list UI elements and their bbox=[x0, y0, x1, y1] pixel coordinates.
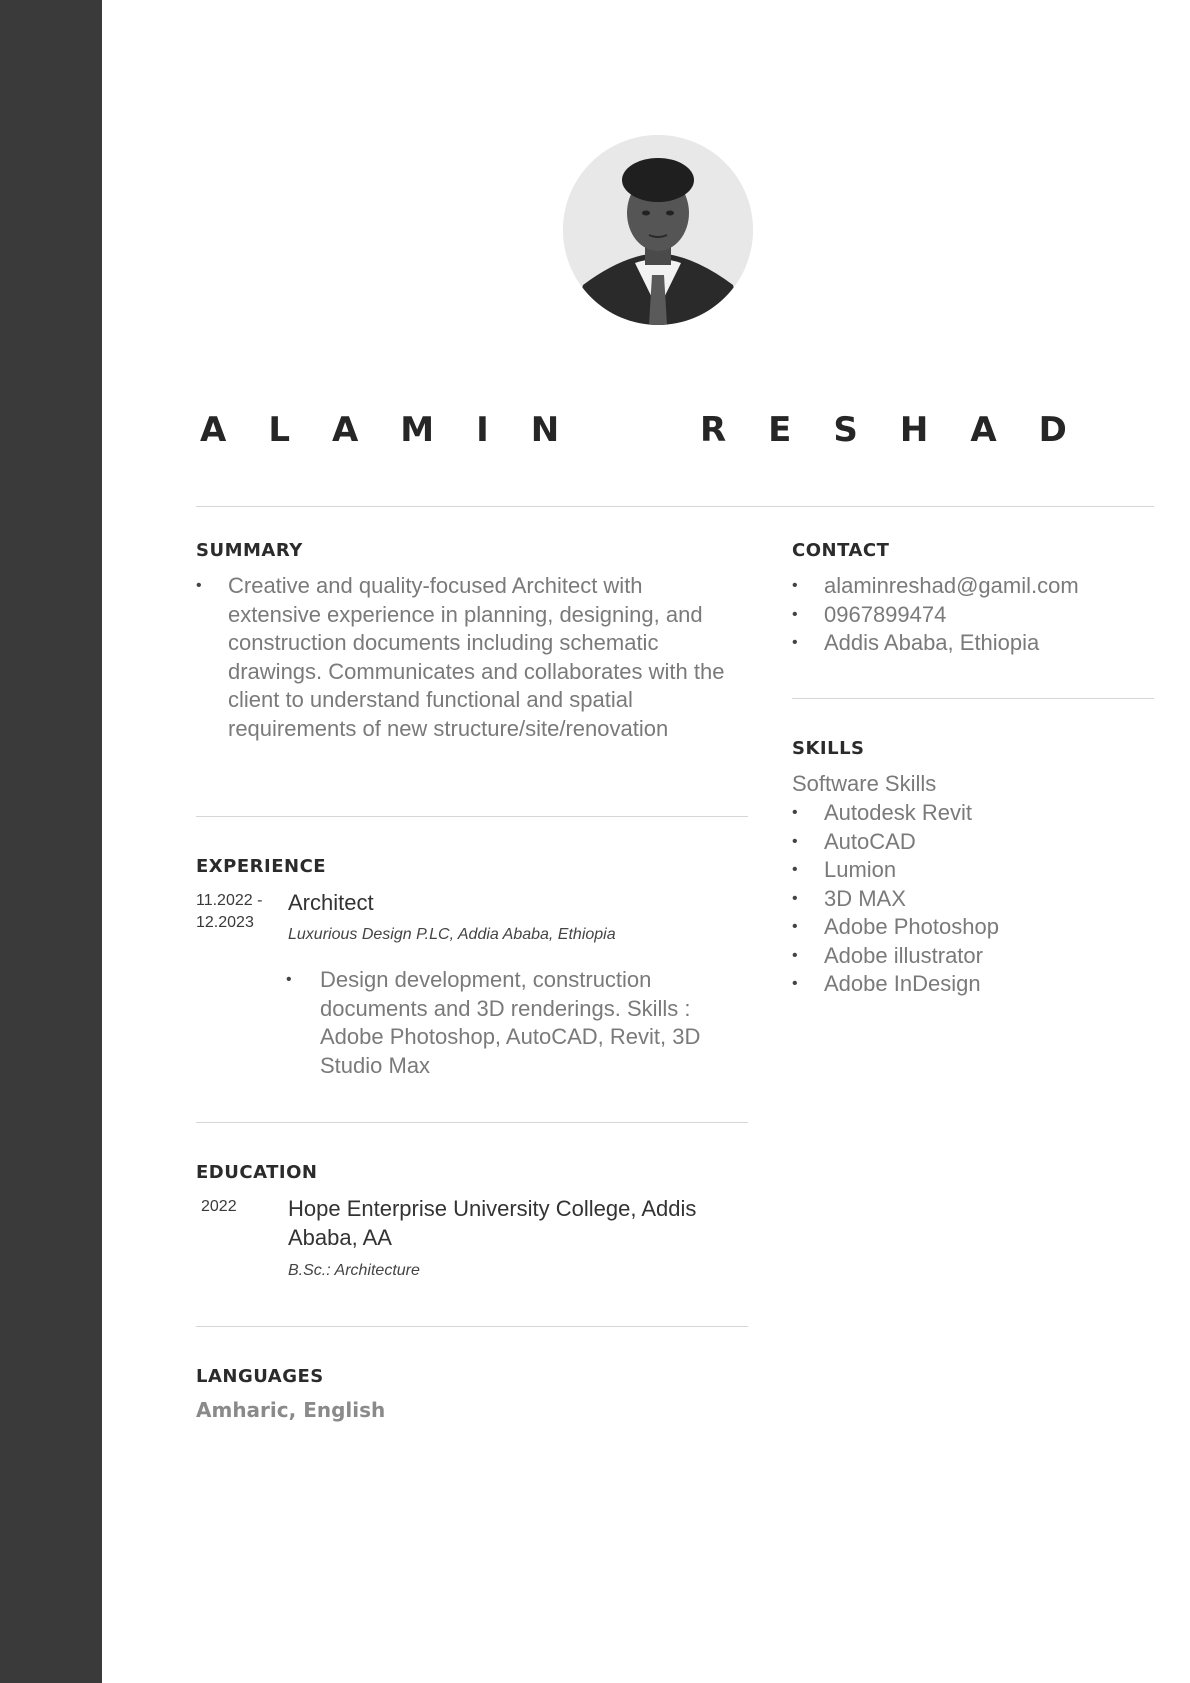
skill-item: • 3D MAX bbox=[792, 885, 906, 911]
education-school: Hope Enterprise University College, Addis Ababa, AA bbox=[288, 1196, 697, 1250]
contact-list bbox=[792, 572, 1164, 658]
summary-text: Creative and quality-focused Architect with extensive experience in planning, designing, and construction documents including schematic drawings. Communicates and collaborates with the client to understand functional and spatial requirements of new structure/site/renovation bbox=[228, 573, 725, 741]
divider bbox=[196, 1326, 748, 1327]
summary-heading: SUMMARY bbox=[196, 540, 303, 561]
avatar bbox=[563, 135, 753, 325]
skills-list bbox=[792, 799, 1164, 999]
skill-item: • Lumion bbox=[792, 857, 897, 882]
divider bbox=[196, 1122, 748, 1123]
experience-heading: EXPERIENCE bbox=[196, 856, 327, 877]
contact-email: alaminreshad@gamil.com bbox=[824, 573, 1079, 598]
portrait-icon bbox=[563, 135, 753, 325]
contact-item: • Addis Ababa, Ethiopia bbox=[792, 630, 1040, 655]
contact-item: • 0967899474 bbox=[792, 601, 947, 627]
experience-detail: Design development, construction documents and 3D renderings. Skills : Adobe Photoshop, AutoCAD, Revit, 3D Studio Max bbox=[320, 967, 701, 1078]
experience-date-end: 12.2023 bbox=[196, 914, 254, 931]
experience-date bbox=[196, 890, 262, 934]
skill-item: • Autodesk Revit bbox=[792, 800, 972, 825]
languages-text: Amharic, English bbox=[196, 1398, 386, 1422]
last-name: RESHAD bbox=[700, 410, 1109, 450]
education-degree: B.Sc.: Architecture bbox=[288, 1262, 420, 1279]
contact-heading: CONTACT bbox=[792, 540, 890, 561]
experience-date-start: 11.2022 - bbox=[196, 892, 263, 909]
education-heading: EDUCATION bbox=[196, 1162, 318, 1183]
skill-item: • Adobe illustrator bbox=[792, 942, 983, 968]
summary-list bbox=[196, 572, 728, 743]
experience-company: Luxurious Design P.LC, Addia Ababa, Ethiopia bbox=[288, 926, 616, 943]
contact-item: • alaminreshad@gamil.com bbox=[792, 573, 1079, 598]
summary-item: • Creative and quality-focused Architect with extensive experience in planning, designing, and construction documents including schematic drawings. Communicates and collaborates with the client to understand functional and spatial requirements of new structure/site/renovation bbox=[196, 573, 725, 741]
skill-item: • Adobe InDesign bbox=[792, 971, 981, 996]
skill-item: • AutoCAD bbox=[792, 828, 916, 854]
contact-phone: 0967899474 bbox=[824, 601, 947, 627]
skills-subheading: Software Skills bbox=[792, 771, 937, 796]
divider bbox=[196, 506, 1154, 507]
divider bbox=[792, 698, 1154, 699]
left-sidebar bbox=[0, 0, 102, 1683]
skill-item: • Adobe Photoshop bbox=[792, 914, 999, 939]
contact-address: Addis Ababa, Ethiopia bbox=[824, 630, 1040, 655]
candidate-name bbox=[200, 410, 1109, 470]
experience-detail-list bbox=[286, 966, 745, 1080]
experience-detail-item: • Design development, construction documents and 3D renderings. Skills : Adobe Photoshop, AutoCAD, Revit, 3D Studio Max bbox=[286, 967, 701, 1078]
languages-heading: LANGUAGES bbox=[196, 1366, 324, 1387]
divider bbox=[196, 816, 748, 817]
first-name: ALAMIN bbox=[200, 410, 602, 450]
education-year: 2022 bbox=[201, 1198, 237, 1215]
skills-heading: SKILLS bbox=[792, 738, 865, 759]
experience-role: Architect bbox=[288, 890, 374, 915]
